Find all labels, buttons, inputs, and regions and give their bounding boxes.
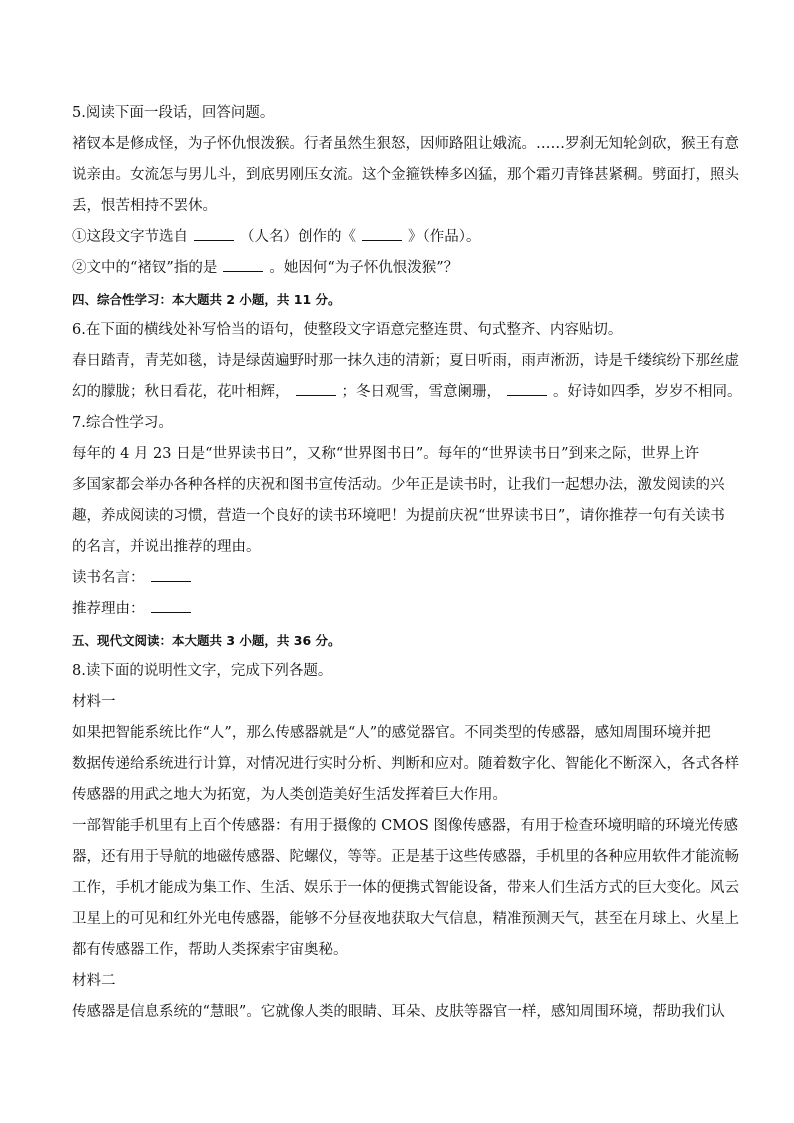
q5-sub1-text-a: ①这段文字节选自 — [72, 229, 188, 245]
section-4-heading: 四、综合性学习：本大题共 2 小题，共 11 分。 — [72, 292, 341, 307]
q7-passage-line-1: 每年的 4 月 23 日是“世界读书日”，又称“世界图书日”。每年的“世界读书日”到来之际，世界上许 — [72, 446, 700, 462]
q5-passage-line-2: 说亲由。女流怎与男儿斗，到底男刚压女流。这个金箍铁棒多凶猛，那个霜刃青锋甚紧稠。劈面打，照头 — [72, 167, 739, 183]
q7-passage-line-4: 的名言，并说出推荐的理由。 — [72, 539, 261, 555]
document-page — [72, 98, 742, 1028]
m1-p1-line-3: 传感器的用武之地大为拓宽，为人类创造美好生活发挥着巨大作用。 — [72, 787, 507, 803]
material-1-heading: 材料一 — [72, 694, 116, 710]
q7-reason-row — [72, 594, 718, 625]
reason-label: 推荐理由： — [72, 601, 145, 617]
q5-passage-line-3: 丢，恨苦相持不罢休。 — [72, 198, 217, 214]
q5-sub2-text-b: 。她因何“为子怀仇恨泼猴”？ — [269, 260, 459, 276]
m1-p1-line-1: 如果把智能系统比作“人”，那么传感器就是“人”的感觉器官。不同类型的传感器，感知周围环境并把 — [72, 725, 711, 741]
quote-label: 读书名言： — [72, 570, 145, 586]
q5-passage-line-1: 褚钗本是修成怪，为子怀仇恨泼猴。行者虽然生狠怒，因师路阻让娥流。……罗刹无知轮剑砍，猴王有意 — [72, 136, 739, 152]
m1-p2-line-2: 器，还有用于导航的地磁传感器、陀螺仪，等等。正是基于这些传感器，手机里的各种应用软件才能流畅 — [72, 849, 739, 865]
q6-line2-text-a: 幻的朦胧；秋日看花，花叶相辉， — [72, 384, 290, 400]
m2-p1-line-1: 传感器是信息系统的“慧眼”。它就像人类的眼睛、耳朵、皮肤等器官一样，感知周围环境，帮助我们认 — [72, 1004, 725, 1020]
m1-p1-line-2: 数据传递给系统进行计算，对情况进行实时分析、判断和应对。随着数字化、智能化不断深入，各式各样 — [72, 756, 739, 772]
q7-passage-line-2: 多国家都会举办各种各样的庆祝和图书宣传活动。少年正是读书时，让我们一起想办法，激发阅读的兴 — [72, 477, 725, 493]
q5-sub2-text-a: ②文中的“褚钗”指的是 — [72, 260, 218, 276]
m1-p2-line-3: 工作，手机才能成为集工作、生活、娱乐于一体的便携式智能设备，带来人们生活方式的巨大变化。风云 — [72, 880, 739, 896]
section-5-heading: 五、现代文阅读：本大题共 3 小题，共 36 分。 — [72, 633, 341, 648]
answer-blank-quote[interactable] — [151, 567, 191, 582]
q5-sub1-text-b: （人名）创作的《 — [240, 229, 356, 245]
q6-passage-line-2 — [72, 377, 742, 408]
answer-blank-winter[interactable] — [507, 381, 547, 396]
question-5-title: 5.阅读下面一段话，回答问题。 — [72, 105, 275, 121]
q5-subquestion-2 — [72, 253, 718, 284]
q7-passage-line-3: 趣，养成阅读的习惯，营造一个良好的读书环境吧！为提前庆祝“世界读书日”，请你推荐一句有关读书 — [72, 508, 725, 524]
q7-quote-row — [72, 563, 718, 594]
answer-blank-autumn[interactable] — [296, 381, 336, 396]
q6-passage-line-1: 春日踏青，青芜如毯，诗是绿茵遍野时那一抹久违的清新；夏日听雨，雨声淅沥，诗是千缕缤纷下那丝虚 — [72, 353, 739, 369]
answer-blank-author[interactable] — [194, 226, 234, 241]
question-8-title: 8.读下面的说明性文字，完成下列各题。 — [72, 663, 333, 679]
answer-blank-reason[interactable] — [151, 598, 191, 613]
q5-sub1-text-c: 》（作品）。 — [408, 229, 481, 245]
q5-subquestion-1 — [72, 222, 718, 253]
m1-p2-line-5: 都有传感器工作，帮助人类探索宇宙奥秘。 — [72, 942, 348, 958]
m1-p2-line-4: 卫星上的可见和红外光电传感器，能够不分昼夜地获取大气信息，精准预测天气，甚至在月球上、火星上 — [72, 911, 739, 927]
question-7-title: 7.综合性学习。 — [72, 415, 173, 431]
m1-p2-line-1: 一部智能手机里有上百个传感器：有用于摄像的 CMOS 图像传感器，有用于检查环境明暗的环境光传感 — [72, 818, 738, 834]
q6-line2-text-b: ；冬日观雪，雪意阑珊， — [341, 384, 501, 400]
material-2-heading: 材料二 — [72, 973, 116, 989]
question-6-title: 6.在下面的横线处补写恰当的语句，使整段文字语意完整连贯、句式整齐、内容贴切。 — [72, 322, 623, 338]
answer-blank-person[interactable] — [223, 257, 263, 272]
q6-line2-text-c: 。好诗如四季，岁岁不相同。 — [553, 384, 742, 400]
answer-blank-work[interactable] — [362, 226, 402, 241]
